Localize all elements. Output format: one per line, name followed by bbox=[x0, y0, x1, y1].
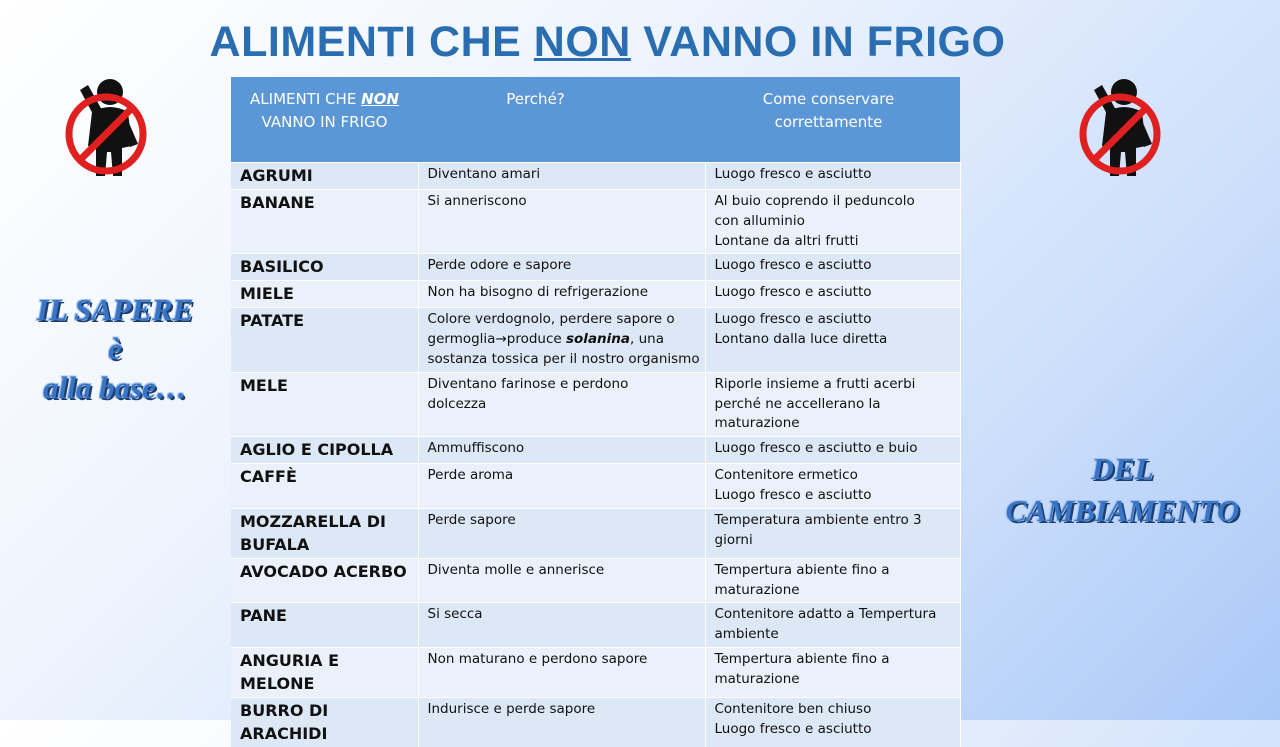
table-header-row bbox=[231, 77, 960, 163]
table-row bbox=[231, 464, 960, 509]
food-why: Si secca bbox=[418, 603, 705, 648]
right-slogan-line: CAMBIAMENTO bbox=[1005, 493, 1240, 528]
food-name: CAFFÈ bbox=[231, 464, 418, 509]
table-row bbox=[231, 558, 960, 603]
header-how: Come conservare correttamente bbox=[705, 77, 960, 163]
food-why: Diventano farinose e perdono dolcezza bbox=[418, 372, 705, 436]
table-row bbox=[231, 647, 960, 697]
food-name: MOZZARELLA DI BUFALA bbox=[231, 508, 418, 558]
header-foods: ALIMENTI CHE NON VANNO IN FRIGO bbox=[231, 77, 418, 163]
food-how: Al buio coprendo il peduncolo con alluminio Lontane da altri frutti bbox=[705, 190, 960, 254]
food-why: Non maturano e perdono sapore bbox=[418, 647, 705, 697]
food-name: AVOCADO ACERBO bbox=[231, 558, 418, 603]
food-name: MELE bbox=[231, 372, 418, 436]
table-row bbox=[231, 163, 960, 190]
left-slogan bbox=[20, 290, 210, 407]
arrow-right-icon: → bbox=[495, 331, 507, 348]
page-title: ALIMENTI CHE NON VANNO IN FRIGO bbox=[209, 18, 1006, 66]
food-name: AGRUMI bbox=[231, 163, 418, 190]
food-name: BURRO DI ARACHIDI bbox=[231, 697, 418, 747]
food-how: Luogo fresco e asciutto bbox=[705, 281, 960, 308]
food-name: BASILICO bbox=[231, 254, 418, 281]
table-row bbox=[231, 508, 960, 558]
food-name: ANGURIA E MELONE bbox=[231, 647, 418, 697]
food-how: Contenitore ermetico Luogo fresco e asciutto bbox=[705, 464, 960, 509]
left-slogan-line: alla base… bbox=[43, 370, 187, 405]
table-row bbox=[231, 372, 960, 436]
food-how: Luogo fresco e asciutto Lontano dalla luce diretta bbox=[705, 308, 960, 372]
food-how: Tempertura abiente fino a maturazione bbox=[705, 647, 960, 697]
food-how: Luogo fresco e asciutto bbox=[705, 254, 960, 281]
table-row bbox=[231, 308, 960, 372]
table-row bbox=[231, 281, 960, 308]
foods-table bbox=[231, 77, 961, 747]
table-row bbox=[231, 697, 960, 747]
food-name: BANANE bbox=[231, 190, 418, 254]
left-slogan-line: IL SAPERE bbox=[36, 292, 194, 327]
food-how: Tempertura abiente fino a maturazione bbox=[705, 558, 960, 603]
food-name: AGLIO E CIPOLLA bbox=[231, 437, 418, 464]
table-row bbox=[231, 254, 960, 281]
table-row bbox=[231, 603, 960, 648]
food-how: Luogo fresco e asciutto bbox=[705, 163, 960, 190]
food-how: Contenitore ben chiuso Luogo fresco e asciutto bbox=[705, 697, 960, 747]
table-row bbox=[231, 190, 960, 254]
left-slogan-line: è bbox=[108, 331, 122, 366]
food-why: Perde sapore bbox=[418, 508, 705, 558]
food-why: Non ha bisogno di refrigerazione bbox=[418, 281, 705, 308]
food-why: Colore verdognolo, perdere sapore o germoglia→produce solanina, una sostanza tossica per il nostro organismo bbox=[418, 308, 705, 372]
right-slogan-line: DEL bbox=[1091, 451, 1154, 486]
no-entry-person-icon bbox=[58, 72, 154, 182]
food-name: PATATE bbox=[231, 308, 418, 372]
table-row bbox=[231, 437, 960, 464]
food-how: Riporle insieme a frutti acerbi perché ne accellerano la maturazione bbox=[705, 372, 960, 436]
right-slogan bbox=[980, 448, 1265, 532]
food-why: Indurisce e perde sapore bbox=[418, 697, 705, 747]
header-why: Perché? bbox=[418, 77, 705, 163]
food-how: Luogo fresco e asciutto e buio bbox=[705, 437, 960, 464]
food-name: MIELE bbox=[231, 281, 418, 308]
food-why: Diventa molle e annerisce bbox=[418, 558, 705, 603]
food-how: Contenitore adatto a Tempertura ambiente bbox=[705, 603, 960, 648]
no-entry-person-icon bbox=[1072, 72, 1168, 182]
food-why: Perde odore e sapore bbox=[418, 254, 705, 281]
food-name: PANE bbox=[231, 603, 418, 648]
title-underlined-word: NON bbox=[533, 18, 631, 66]
food-how: Temperatura ambiente entro 3 giorni bbox=[705, 508, 960, 558]
food-why: Perde aroma bbox=[418, 464, 705, 509]
food-why: Ammuffiscono bbox=[418, 437, 705, 464]
food-why: Si anneriscono bbox=[418, 190, 705, 254]
food-why: Diventano amari bbox=[418, 163, 705, 190]
